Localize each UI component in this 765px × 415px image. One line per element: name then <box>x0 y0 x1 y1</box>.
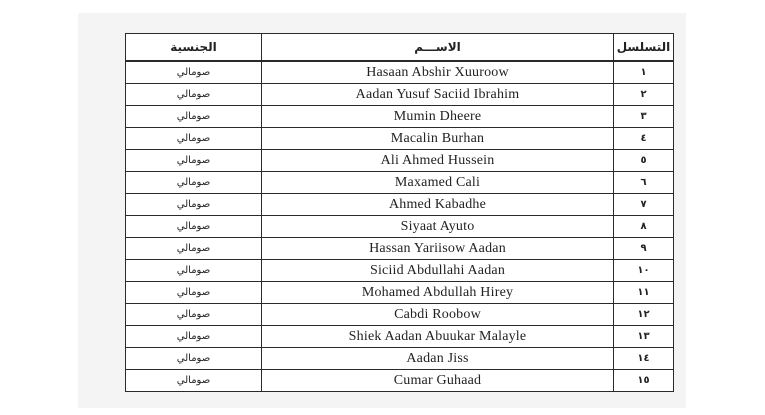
name-cell: Cumar Guhaad <box>262 370 614 392</box>
table-row <box>126 172 674 194</box>
header-nationality: الجنسية <box>126 34 262 62</box>
name-cell: Siyaat Ayuto <box>262 216 614 238</box>
nationality-cell: صومالي <box>126 282 262 304</box>
name-cell: Aadan Yusuf Saciid Ibrahim <box>262 84 614 106</box>
name-cell: Aadan Jiss <box>262 348 614 370</box>
table-row <box>126 194 674 216</box>
nationality-cell: صومالي <box>126 61 262 84</box>
serial-cell: ٨ <box>614 216 674 238</box>
name-cell: Hasaan Abshir Xuuroow <box>262 61 614 84</box>
nationality-cell: صومالي <box>126 194 262 216</box>
table-row <box>126 260 674 282</box>
name-cell: Siciid Abdullahi Aadan <box>262 260 614 282</box>
nationality-cell: صومالي <box>126 150 262 172</box>
nationality-cell: صومالي <box>126 128 262 150</box>
nationality-cell: صومالي <box>126 238 262 260</box>
nationality-cell: صومالي <box>126 216 262 238</box>
nationality-cell: صومالي <box>126 326 262 348</box>
serial-cell: ١ <box>614 61 674 84</box>
name-cell: Hassan Yariisow Aadan <box>262 238 614 260</box>
header-name: الاســـم <box>262 34 614 62</box>
table-header-row <box>126 34 674 62</box>
name-cell: Shiek Aadan Abuukar Malayle <box>262 326 614 348</box>
table-row <box>126 282 674 304</box>
name-cell: Ali Ahmed Hussein <box>262 150 614 172</box>
serial-cell: ٧ <box>614 194 674 216</box>
table-row <box>126 348 674 370</box>
table-row <box>126 150 674 172</box>
nationality-cell: صومالي <box>126 106 262 128</box>
serial-cell: ١١ <box>614 282 674 304</box>
nationality-cell: صومالي <box>126 348 262 370</box>
table-row <box>126 238 674 260</box>
name-cell: Macalin Burhan <box>262 128 614 150</box>
serial-cell: ١٤ <box>614 348 674 370</box>
nationality-cell: صومالي <box>126 84 262 106</box>
name-cell: Cabdi Roobow <box>262 304 614 326</box>
name-cell: Ahmed Kabadhe <box>262 194 614 216</box>
serial-cell: ٦ <box>614 172 674 194</box>
serial-cell: ٢ <box>614 84 674 106</box>
table-row <box>126 326 674 348</box>
serial-cell: ٩ <box>614 238 674 260</box>
serial-cell: ٤ <box>614 128 674 150</box>
nationality-cell: صومالي <box>126 304 262 326</box>
serial-cell: ١٥ <box>614 370 674 392</box>
names-table <box>125 33 674 392</box>
table-row <box>126 304 674 326</box>
serial-cell: ١٠ <box>614 260 674 282</box>
name-cell: Mumin Dheere <box>262 106 614 128</box>
name-cell: Maxamed Cali <box>262 172 614 194</box>
serial-cell: ١٣ <box>614 326 674 348</box>
serial-cell: ٣ <box>614 106 674 128</box>
name-cell: Mohamed Abdullah Hirey <box>262 282 614 304</box>
table-row <box>126 128 674 150</box>
serial-cell: ٥ <box>614 150 674 172</box>
serial-cell: ١٢ <box>614 304 674 326</box>
table-row <box>126 61 674 84</box>
nationality-cell: صومالي <box>126 260 262 282</box>
header-serial: التسلسل <box>614 34 674 62</box>
nationality-cell: صومالي <box>126 370 262 392</box>
nationality-cell: صومالي <box>126 172 262 194</box>
table-row <box>126 216 674 238</box>
table-row <box>126 370 674 392</box>
table-row <box>126 106 674 128</box>
table-row <box>126 84 674 106</box>
